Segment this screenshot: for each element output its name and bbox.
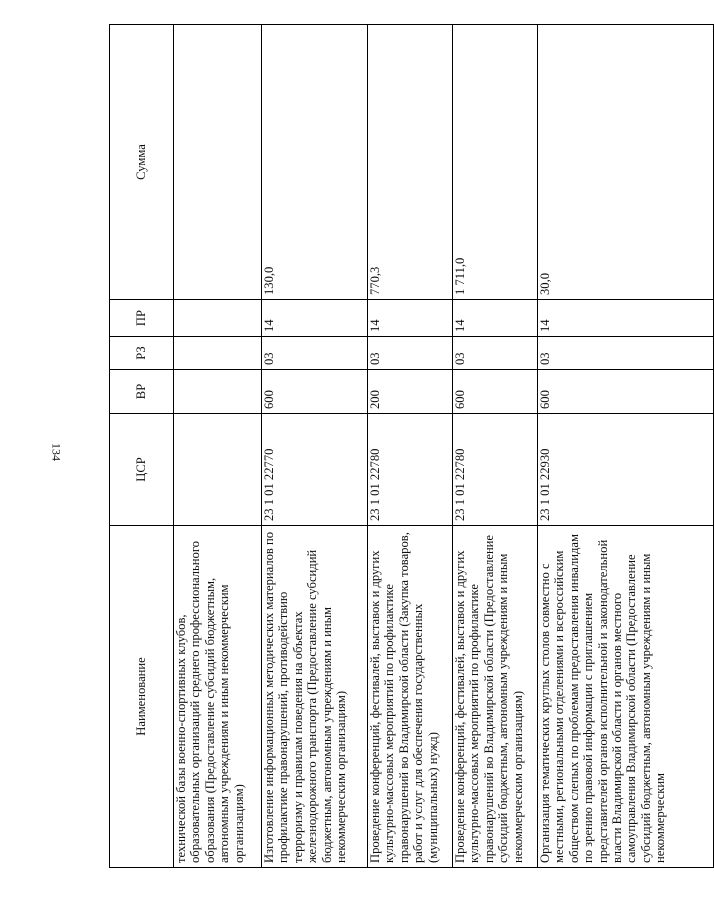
cell-csr <box>174 414 262 526</box>
cell-sum: 770,3 <box>368 25 453 300</box>
cell-name: Изготовление информационных методических материалов по профилактике правонарушений, противодействию терроризму и правилам поведения на объектах железнодорожного транспорта (Предоставление субсидий бюджетным, автономным учреждениям и иным некоммерческим организациям) <box>262 526 368 868</box>
cell-rz: 03 <box>538 337 714 370</box>
cell-sum <box>174 25 262 300</box>
cell-name: Проведение конференций, фестивалей, выставок и других культурно-массовых мероприятий по профилактике правонарушений во Владимирской области (Предоставление субсидий бюджетным, автономным учреждениям и иным некоммерческим организациям) <box>453 526 538 868</box>
cell-pr: 14 <box>453 300 538 337</box>
table-header-row <box>110 25 174 868</box>
cell-vr: 600 <box>262 370 368 414</box>
table-row <box>368 25 453 868</box>
cell-sum: 1 711,0 <box>453 25 538 300</box>
cell-csr: 23 1 01 22930 <box>538 414 714 526</box>
budget-table <box>109 24 714 868</box>
cell-pr <box>174 300 262 337</box>
header-pr: ПР <box>110 300 174 337</box>
rotated-page-content <box>109 25 668 868</box>
table-row <box>538 25 714 868</box>
cell-sum: 30,0 <box>538 25 714 300</box>
header-vr: ВР <box>110 370 174 414</box>
cell-vr: 200 <box>368 370 453 414</box>
cell-csr: 23 1 01 22780 <box>453 414 538 526</box>
cell-vr: 600 <box>538 370 714 414</box>
header-rz: РЗ <box>110 337 174 370</box>
cell-rz: 03 <box>262 337 368 370</box>
page-number: 134 <box>49 443 64 461</box>
header-csr: ЦСР <box>110 414 174 526</box>
table-row <box>453 25 538 868</box>
cell-rz: 03 <box>453 337 538 370</box>
table-row <box>262 25 368 868</box>
cell-pr: 14 <box>262 300 368 337</box>
cell-vr <box>174 370 262 414</box>
cell-name: Организация тематических круглых столов совместно с местными, региональными отделениями и всероссийским обществом слепых по проблемам предоставления инвалидам по зрению правовой информации с приглашением представителей органов исполнительной и законодательной власти Владимирской области и органов местного самоуправления Владимирской области (Предоставление субсидий бюджетным, автономным учреждениям и иным некоммерческим <box>538 526 714 868</box>
cell-rz: 03 <box>368 337 453 370</box>
cell-pr: 14 <box>538 300 714 337</box>
cell-vr: 600 <box>453 370 538 414</box>
cell-rz <box>174 337 262 370</box>
header-sum: Сумма <box>110 25 174 300</box>
cell-csr: 23 1 01 22780 <box>368 414 453 526</box>
header-name: Наименование <box>110 526 174 868</box>
cell-sum: 130,0 <box>262 25 368 300</box>
cell-name: Проведение конференций, фестивалей, выставок и других культурно-массовых мероприятий по профилактике правонарушений во Владимирской области (Закупка товаров, работ и услуг для обеспечения государственных (муниципальных) нужд) <box>368 526 453 868</box>
cell-name: технической базы военно-спортивных клубов, образовательных организаций среднего профессионального образования (Предоставление субсидий бюджетным, автономным учреждениям и иным некоммерческим организациям) <box>174 526 262 868</box>
table-row <box>174 25 262 868</box>
cell-pr: 14 <box>368 300 453 337</box>
cell-csr: 23 1 01 22770 <box>262 414 368 526</box>
